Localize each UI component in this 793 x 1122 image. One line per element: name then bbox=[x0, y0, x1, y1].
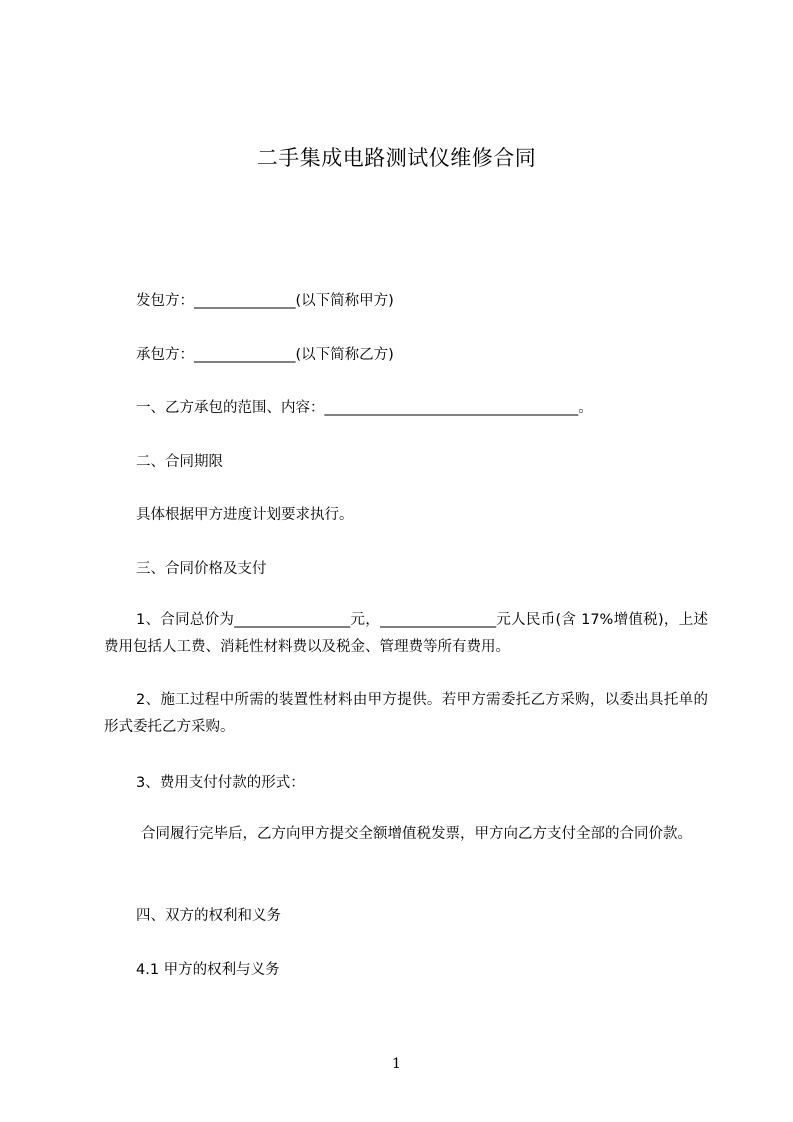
page-number: 1 bbox=[392, 1056, 401, 1072]
clause-3-2: 2、施工过程中所需的装置性材料由甲方提供。若甲方需委托乙方采购，以委出具托单的形式委托乙方采购。 bbox=[104, 692, 708, 735]
party-b-line: 承包方：______________(以下简称乙方) bbox=[136, 347, 394, 363]
section-1-scope: 一、乙方承包的范围、内容：___________________________________。 bbox=[136, 400, 593, 416]
clause-3-3: 3、费用支付付款的形式： bbox=[136, 775, 305, 791]
party-a-line: 发包方：______________(以下简称甲方) bbox=[136, 293, 394, 309]
section-2-body: 具体根据甲方进度计划要求执行。 bbox=[136, 507, 354, 523]
section-4-1: 4.1 甲方的权利与义务 bbox=[136, 962, 280, 978]
section-4-heading: 四、双方的权利和义务 bbox=[136, 908, 281, 924]
section-3-heading: 三、合同价格及支付 bbox=[136, 561, 267, 577]
clause-3-3-body: 合同履行完毕后，乙方向甲方提交全额增值税发票，甲方向乙方支付全部的合同价款。 bbox=[141, 826, 692, 842]
document-title: 二手集成电路测试仪维修合同 bbox=[256, 146, 537, 170]
clause-3-1: 1、合同总价为________________元，________________元人民币(含 17%增值税)，上述费用包括人工费、消耗性材料费以及税金、管理费等所有费用。 bbox=[104, 612, 708, 655]
section-2-heading: 二、合同期限 bbox=[136, 454, 223, 470]
